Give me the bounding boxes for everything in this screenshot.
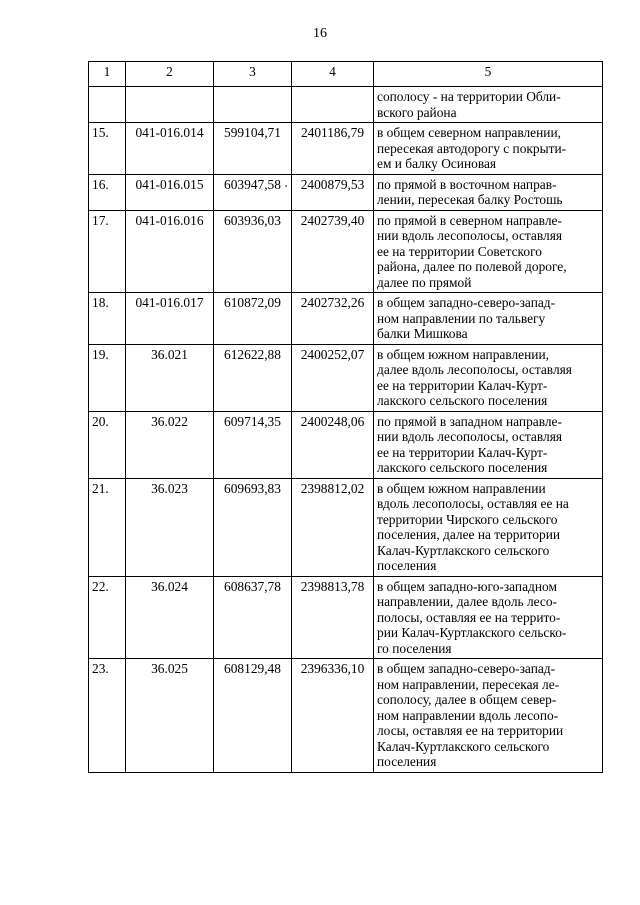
table-row: [89, 123, 603, 175]
description-line: рии Калач-Куртлакского сельско-: [377, 625, 567, 640]
route-description-cell: [374, 87, 603, 123]
description-line: го поселения: [377, 640, 452, 656]
table-row: [89, 344, 603, 411]
table-row: [89, 478, 603, 576]
point-code-cell: 041-016.016: [126, 210, 214, 293]
point-code-cell: 36.022: [126, 411, 214, 478]
route-description-cell: [374, 210, 603, 293]
column-header-number: 1: [89, 62, 126, 87]
y-coordinate-cell: 2400879,53: [292, 174, 374, 210]
y-coordinate-cell: 2402739,40: [292, 210, 374, 293]
description-line: лакского сельского поселения: [377, 460, 548, 475]
row-number-cell: 17.: [89, 210, 126, 293]
x-coordinate-cell: 610872,09: [214, 293, 292, 345]
y-coordinate-cell: 2398812,02: [292, 478, 374, 576]
y-coordinate-cell: [292, 87, 374, 123]
point-code-cell: 041-016.014: [126, 123, 214, 175]
y-coordinate-cell: 2402732,26: [292, 293, 374, 345]
x-coordinate-cell: 609693,83: [214, 478, 292, 576]
table-row: [89, 293, 603, 345]
description-line: в общем южном направлении: [377, 480, 546, 496]
page-number: 16: [313, 26, 327, 41]
route-description-cell: [374, 478, 603, 576]
column-header-x-coordinate: 3: [214, 62, 292, 87]
y-coordinate-cell: 2396336,10: [292, 659, 374, 773]
table-row: [89, 87, 603, 123]
description-line: сополосу, далее в общем север-: [377, 692, 557, 707]
row-number-cell: 23.: [89, 659, 126, 773]
row-number-cell: 18.: [89, 293, 126, 345]
row-number-cell: 15.: [89, 123, 126, 175]
y-coordinate-cell: 2401186,79: [292, 123, 374, 175]
description-line: по прямой в восточном направ-: [377, 176, 557, 192]
table-row: [89, 210, 603, 293]
description-line: лакского сельского поселения: [377, 393, 548, 408]
x-coordinate-cell: [214, 87, 292, 123]
table-row: [89, 174, 603, 210]
description-line: в общем южном направлении,: [377, 346, 549, 362]
column-header-y-coordinate: 4: [292, 62, 374, 87]
description-line: далее по прямой: [377, 274, 472, 290]
description-line: лосы, оставляя ее на территории: [377, 723, 564, 738]
row-number-cell: [89, 87, 126, 123]
y-coordinate-cell: 2400252,07: [292, 344, 374, 411]
x-coordinate-cell: 603936,03: [214, 210, 292, 293]
x-coordinate-cell: 599104,71: [214, 123, 292, 175]
table-header-row: [89, 62, 603, 87]
description-line: Калач-Куртлакского сельского: [377, 542, 550, 558]
description-line: ем и балку Осиновая: [377, 156, 497, 171]
description-line: по прямой в западном направле-: [377, 413, 562, 429]
description-line: района, далее по полевой дороге,: [377, 259, 567, 274]
point-code-cell: 36.025: [126, 659, 214, 773]
table-row: [89, 411, 603, 478]
description-line: Калач-Куртлакского сельского: [377, 738, 550, 754]
x-coordinate-cell: 603947,58: [214, 174, 292, 210]
point-code-cell: 041-016.015: [126, 174, 214, 210]
route-description-cell: [374, 576, 603, 659]
description-line: полосы, оставляя ее на террито-: [377, 609, 561, 625]
description-line: балки Мишкова: [377, 326, 468, 341]
row-number-cell: 19.: [89, 344, 126, 411]
x-coordinate-cell: 608129,48: [214, 659, 292, 773]
column-header-point-code: 2: [126, 62, 214, 87]
point-code-cell: 36.023: [126, 478, 214, 576]
description-line: ее на территории Калач-Курт-: [377, 444, 548, 460]
point-code-cell: 36.021: [126, 344, 214, 411]
description-line: поселения: [377, 754, 437, 769]
description-line: ном направлении вдоль лесопо-: [377, 707, 559, 723]
description-line: поселения, далее на территории: [377, 527, 561, 542]
y-coordinate-cell: 2398813,78: [292, 576, 374, 659]
route-description-cell: [374, 344, 603, 411]
description-line: далее вдоль лесополосы, оставляя: [377, 362, 572, 377]
description-line: лении, пересекая балку Ростошь: [377, 192, 563, 207]
description-line: сополосу - на территории Обли-: [377, 89, 561, 104]
description-line: в общем западно-северо-запад-: [377, 661, 556, 676]
description-line: в общем северном направлении,: [377, 125, 561, 140]
description-line: нии вдоль лесополосы, оставляя: [377, 429, 563, 444]
point-code-cell: 041-016.017: [126, 293, 214, 345]
x-coordinate-cell: 609714,35: [214, 411, 292, 478]
y-coordinate-cell: 2400248,06: [292, 411, 374, 478]
route-description-cell: [374, 293, 603, 345]
description-line: ном направлении, пересекая ле-: [377, 676, 560, 692]
description-line: в общем западно-северо-запад-: [377, 295, 556, 310]
description-line: территории Чирского сельского: [377, 511, 558, 527]
row-number-cell: 22.: [89, 576, 126, 659]
row-number-cell: 20.: [89, 411, 126, 478]
description-line: вского района: [377, 104, 457, 120]
route-description-cell: [374, 174, 603, 210]
route-description-cell: [374, 659, 603, 773]
description-line: пересекая автодорогу с покрыти-: [377, 140, 567, 156]
route-description-cell: [374, 123, 603, 175]
row-number-cell: 16.: [89, 174, 126, 210]
point-code-cell: 36.024: [126, 576, 214, 659]
table-row: [89, 576, 603, 659]
description-line: нии вдоль лесополосы, оставляя: [377, 228, 563, 243]
row-number-cell: 21.: [89, 478, 126, 576]
description-line: по прямой в северном направле-: [377, 212, 562, 228]
description-line: ее на территории Советского: [377, 243, 542, 259]
route-description-cell: [374, 411, 603, 478]
table-row: [89, 659, 603, 773]
description-line: вдоль лесополосы, оставляя ее на: [377, 496, 569, 511]
description-line: ее на территории Калач-Курт-: [377, 377, 548, 393]
x-coordinate-cell: 612622,88: [214, 344, 292, 411]
point-code-cell: [126, 87, 214, 123]
description-line: направлении, далее вдоль лесо-: [377, 594, 558, 609]
x-coordinate-cell: 608637,78: [214, 576, 292, 659]
column-header-description: 5: [374, 62, 603, 87]
description-line: ном направлении по тальвегу: [377, 310, 546, 326]
boundary-points-table: [88, 61, 603, 773]
description-line: поселения: [377, 558, 437, 573]
scan-speck: [285, 185, 287, 187]
description-line: в общем западно-юго-западном: [377, 578, 557, 594]
